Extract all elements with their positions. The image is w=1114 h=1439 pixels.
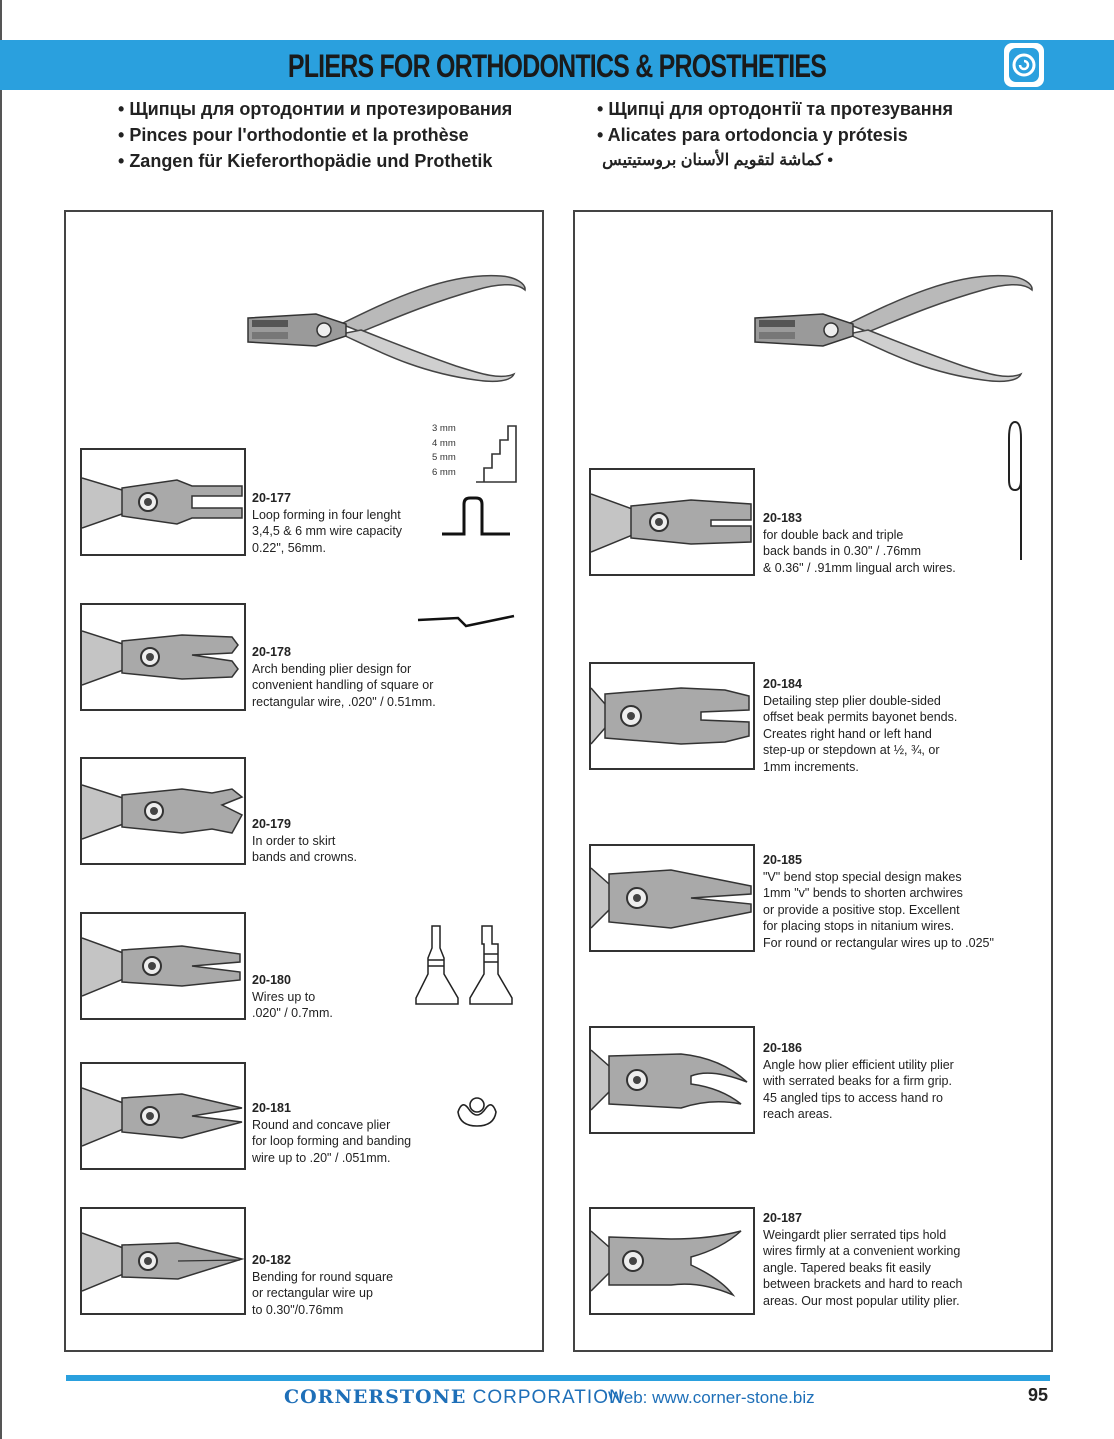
language-list-right (597, 96, 953, 174)
product-line: Round and concave plier (252, 1117, 391, 1132)
product-line: bands and crowns. (252, 850, 357, 864)
lang-spanish: • Alicates para ortodoncia y prótesis (597, 122, 953, 148)
product-thumbnail-20-185 (589, 844, 755, 952)
product-line: to 0.30"/0.76mm (252, 1302, 344, 1317)
right-product-panel (573, 210, 1053, 1352)
product-line: or rectangular wire up (252, 1286, 373, 1300)
hero-plier-image (246, 262, 531, 392)
product-thumbnail-20-182 (80, 1207, 246, 1315)
product-line: Wires up to (252, 989, 316, 1004)
tip-profile-icon (414, 924, 518, 1006)
page-edge-rule (0, 0, 2, 1439)
step-label: 6 mm (432, 466, 456, 478)
product-thumbnail-20-186 (589, 1026, 755, 1134)
product-line: wire up to .20" / .051mm. (252, 1150, 391, 1165)
product-thumbnail-20-177 (80, 448, 246, 556)
product-thumbnail-20-179 (80, 757, 246, 865)
product-code: 20-177 (252, 491, 291, 505)
page-title: PLIERS FOR ORTHODONTICS & PROSTHETIES (287, 48, 827, 84)
product-line: Detailing step plier double-sided (763, 693, 941, 708)
product-thumbnail-20-178 (80, 603, 246, 711)
product-thumbnail-20-184 (589, 662, 755, 770)
footer-rule (66, 1375, 1050, 1381)
product-line: Creates right hand or left hand (763, 726, 932, 741)
bent-wire-icon (416, 608, 516, 634)
product-line: In order to skirt (252, 833, 336, 848)
product-line: .020" / 0.7mm. (252, 1006, 333, 1020)
product-code: 20-179 (252, 817, 291, 831)
product-line: reach areas. (763, 1107, 833, 1121)
round-concave-icon (454, 1092, 500, 1128)
product-line: or provide a positive stop. Excellent (763, 902, 960, 917)
left-product-panel (64, 210, 544, 1352)
product-line: 0.22", 56mm. (252, 540, 326, 555)
brand-rest: CORPORATION (466, 1387, 624, 1408)
product-line: Bending for round square (252, 1269, 394, 1284)
product-line: angle. Tapered beaks fit easily (763, 1260, 931, 1275)
step-label: 3 mm (432, 423, 456, 434)
step-label: 4 mm (432, 437, 456, 449)
product-line: Loop forming in four lenght (252, 507, 401, 522)
product-line: "V" bend stop special design makes (763, 869, 962, 884)
product-line: areas. Our most popular utility plier. (763, 1293, 960, 1308)
product-line: rectangular wire, .020" / 0.51mm. (252, 694, 436, 709)
cornerstone-logo-icon (1004, 43, 1044, 87)
page-number: 95 (1028, 1385, 1049, 1405)
paperclip-wire-icon (1003, 418, 1027, 562)
product-thumbnail-20-183 (589, 468, 755, 576)
product-line: wires firmly at a convenient working (763, 1244, 961, 1258)
title-banner (0, 40, 1114, 90)
product-line: offset beak permits bayonet bends. (763, 710, 958, 724)
brand-bold: CORNERSTONE (284, 1386, 467, 1408)
product-thumbnail-20-181 (80, 1062, 246, 1170)
product-code: 20-180 (252, 973, 291, 987)
product-description-20-182 (252, 1252, 393, 1318)
product-line: for loop forming and banding (252, 1134, 412, 1148)
loop-wire-icon (440, 496, 512, 538)
hero-plier-image (753, 262, 1038, 392)
lang-french: • Pinces pour l'orthodontie et la prothèse (118, 122, 512, 148)
product-code: 20-185 (763, 853, 802, 867)
product-line: back bands in 0.30" / .76mm (763, 544, 921, 558)
product-line: 3,4,5 & 6 mm wire capacity (252, 524, 403, 538)
product-line: with serrated beaks for a firm grip. (763, 1074, 952, 1088)
product-code: 20-187 (763, 1211, 802, 1225)
product-line: & 0.36" / .91mm lingual arch wires. (763, 560, 956, 575)
product-thumbnail-20-180 (80, 912, 246, 1020)
product-line: Angle how plier efficient utility plier (763, 1057, 954, 1072)
product-code: 20-184 (763, 677, 802, 691)
product-code: 20-186 (763, 1041, 802, 1055)
product-thumbnail-20-187 (589, 1207, 755, 1315)
product-description-20-179 (252, 816, 357, 866)
product-description-20-185 (763, 852, 994, 951)
step-labels (432, 422, 456, 480)
product-description-20-180 (252, 972, 333, 1022)
product-line: Arch bending plier design for (252, 661, 412, 676)
product-description-20-181 (252, 1100, 411, 1166)
product-description-20-183 (763, 510, 956, 576)
language-list-left (118, 96, 512, 174)
product-line: 45 angled tips to access hand ro (763, 1090, 943, 1105)
lang-german: • Zangen für Kieferorthopädie und Prothetik (118, 148, 512, 174)
product-code: 20-183 (763, 511, 802, 525)
product-line: For round or rectangular wires up to .025" (763, 935, 994, 950)
product-line: Weingardt plier serrated tips hold (763, 1227, 947, 1242)
product-description-20-178 (252, 644, 436, 710)
footer-web-link[interactable]: Web: www.corner-stone.biz (608, 1388, 815, 1407)
product-line: step-up or stepdown at ½, ¾, or (763, 743, 940, 757)
step-size-diagram (432, 422, 522, 492)
lang-russian: • Щипцы для ортодонтии и протезирования (118, 96, 512, 122)
product-line: 1mm "v" bends to shorten archwires (763, 886, 963, 900)
footer-brand (284, 1386, 624, 1409)
product-line: between brackets and hard to reach (763, 1277, 963, 1291)
product-line: 1mm increments. (763, 759, 859, 774)
product-description-20-186 (763, 1040, 954, 1123)
product-code: 20-182 (252, 1253, 291, 1267)
product-line: for double back and triple (763, 527, 904, 542)
product-line: for placing stops in nitanium wires. (763, 919, 955, 933)
product-code: 20-178 (252, 645, 291, 659)
product-description-20-184 (763, 676, 957, 775)
lang-arabic: • كماشة لتقويم الأسنان بروستيتيس (597, 148, 833, 174)
product-code: 20-181 (252, 1101, 291, 1115)
step-staircase-icon (474, 422, 518, 484)
product-description-20-177 (252, 490, 402, 556)
lang-ukrainian: • Щипці для ортодонтії та протезування (597, 96, 953, 122)
step-label: 5 mm (432, 452, 456, 463)
product-line: convenient handling of square or (252, 678, 434, 692)
product-description-20-187 (763, 1210, 962, 1309)
